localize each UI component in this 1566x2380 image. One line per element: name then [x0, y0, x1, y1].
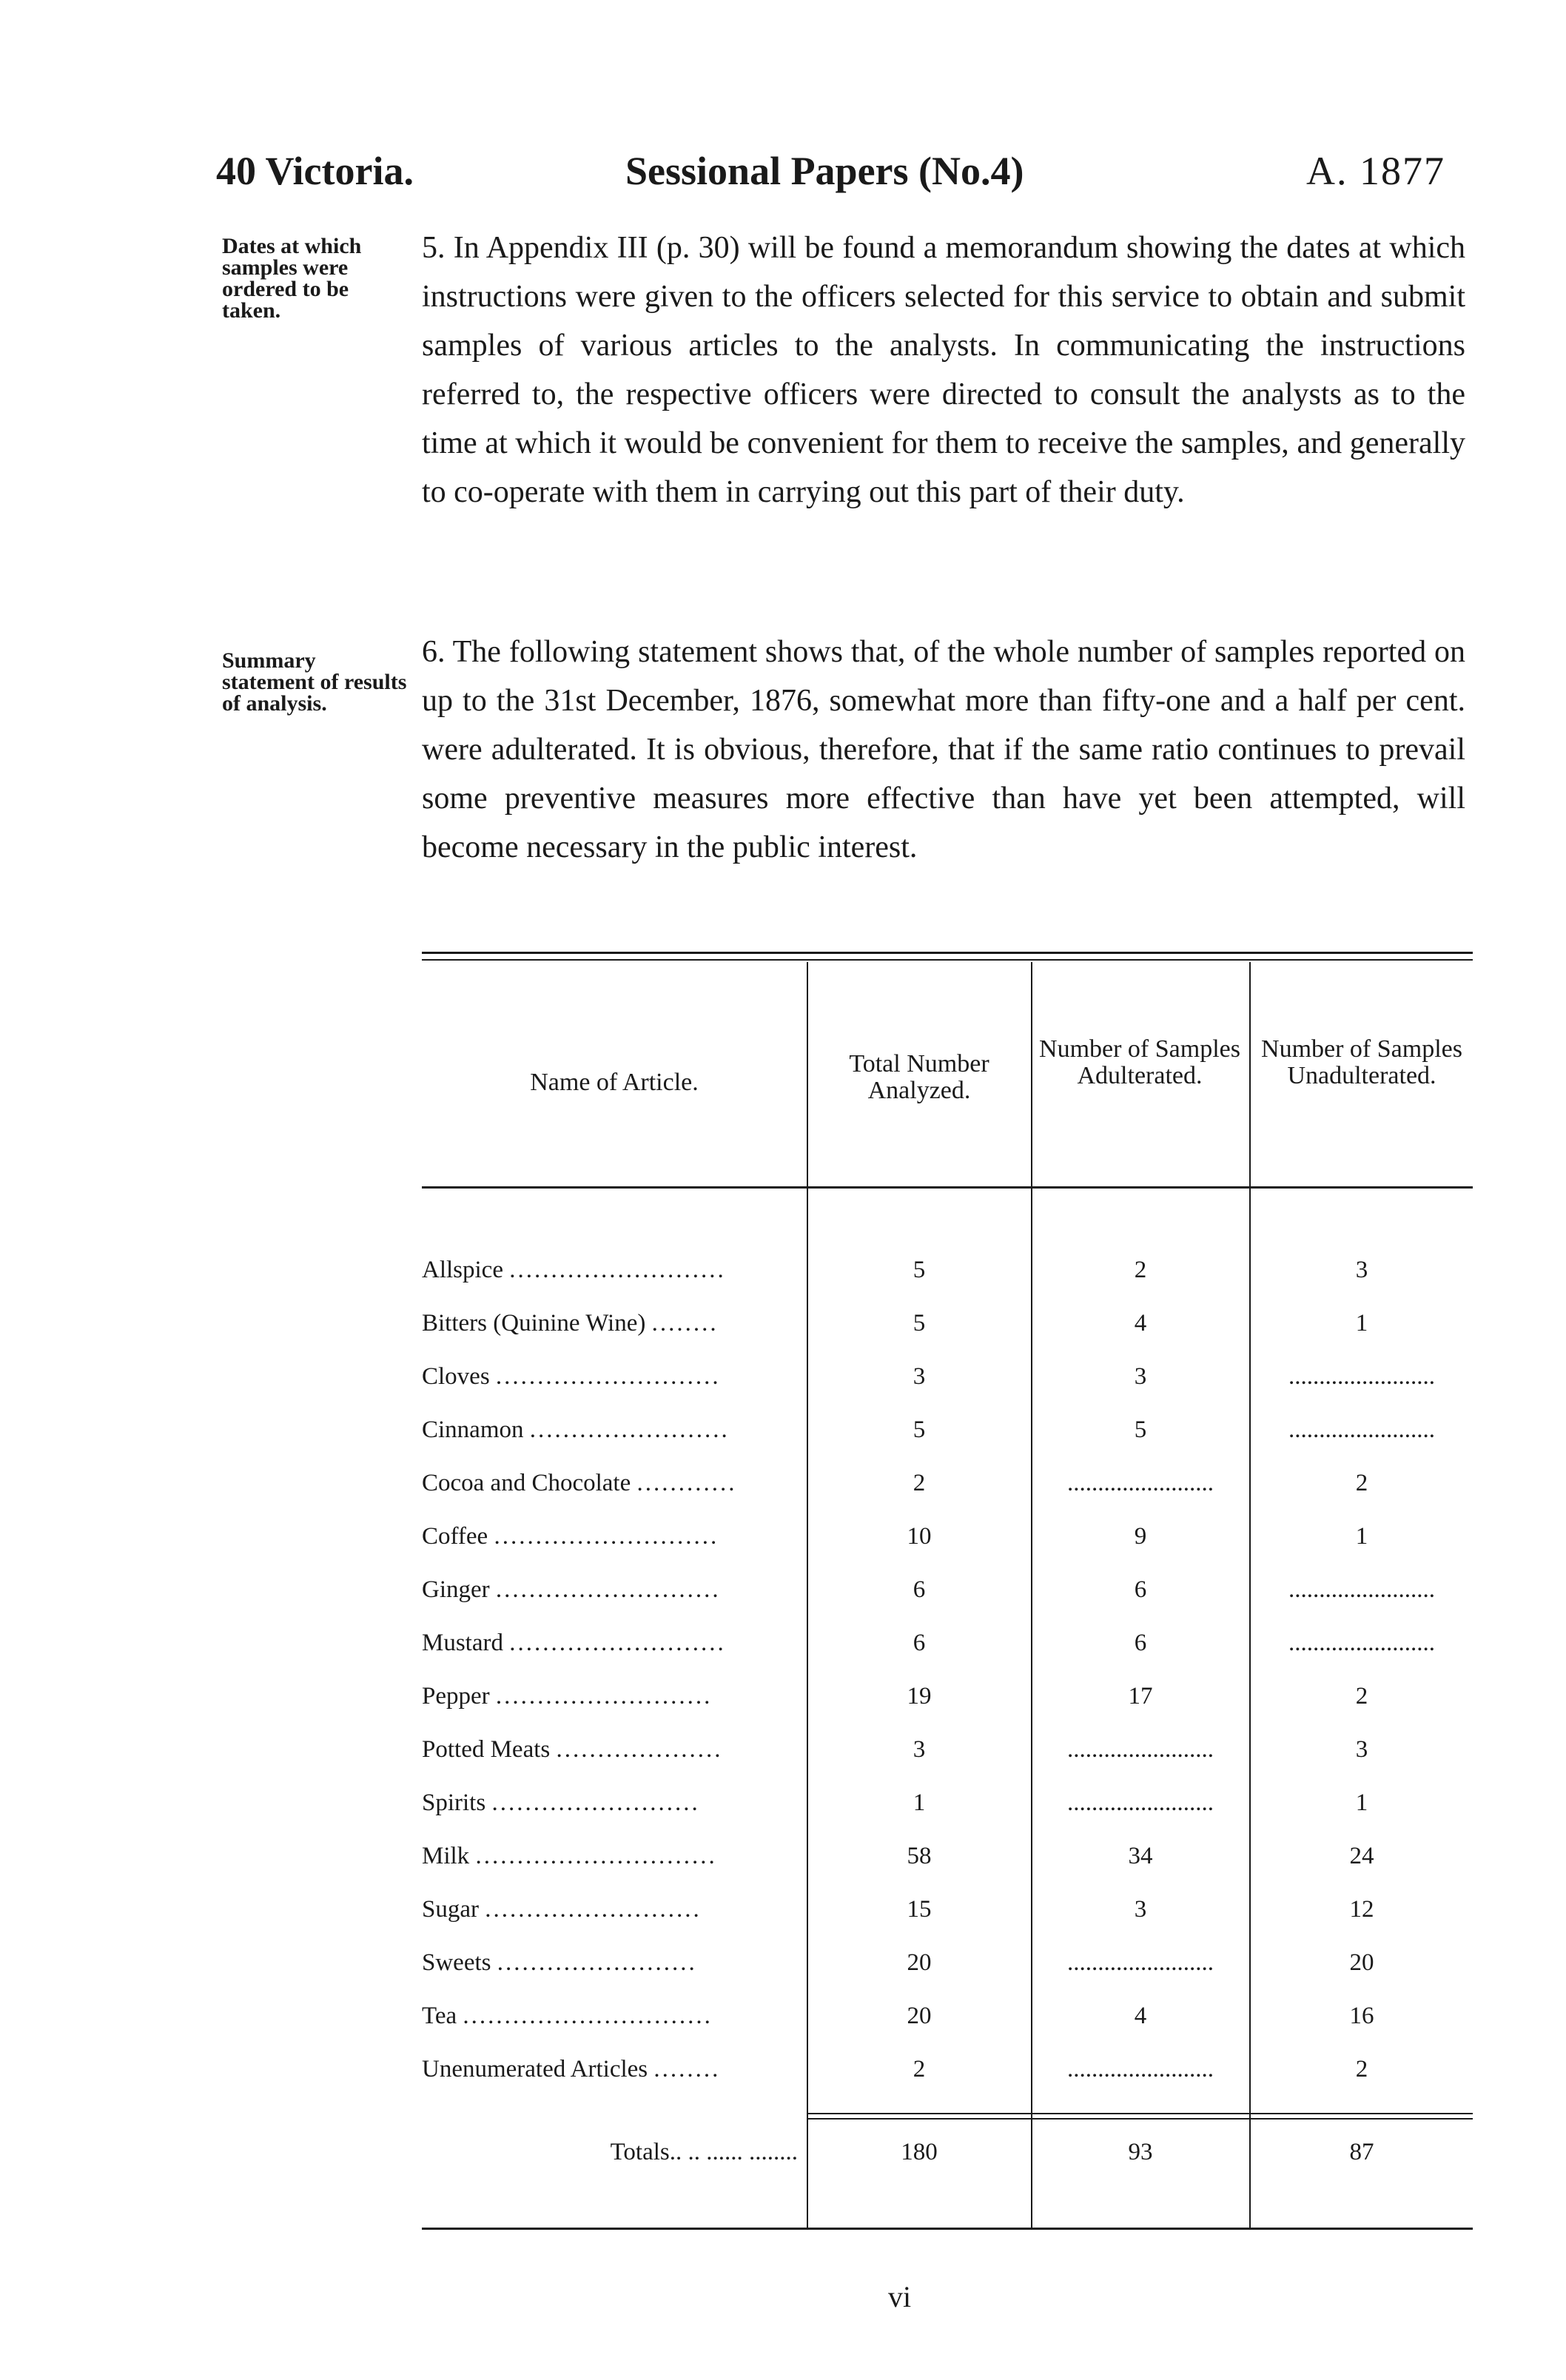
adulterated-cell: 4	[1134, 1310, 1147, 1337]
adulterated-cell: 5	[1134, 1416, 1147, 1443]
total-cell: 5	[913, 1416, 926, 1443]
article-name: Tea	[422, 2003, 457, 2029]
total-cell: 20	[907, 1949, 932, 1976]
running-head-right: A. 1877	[1306, 149, 1445, 193]
total-cell: 6	[913, 1630, 926, 1656]
leader-dots: ........	[651, 1310, 719, 1337]
sidenote-dates: Dates at which samples were ordered to be taken.	[222, 234, 362, 323]
table-bottom-rule	[422, 2228, 1473, 2230]
adulterated-cell: ........................	[1067, 1470, 1214, 1496]
adulterated-cell: 34	[1128, 1843, 1153, 1869]
table-row	[422, 1403, 1473, 1456]
row-name-cell	[422, 1936, 805, 1989]
total-cell: 10	[907, 1523, 932, 1550]
row-name-cell	[422, 1297, 805, 1350]
leader-dots: ...........................	[494, 1523, 719, 1550]
adulterated-cell: 17	[1128, 1683, 1153, 1710]
unadulterated-cell: 20	[1349, 1949, 1374, 1976]
leader-dots: ........................	[529, 1416, 730, 1443]
leader-dots: ...........................	[495, 1576, 721, 1603]
adulterated-cell: 3	[1134, 1363, 1147, 1390]
adulterated-cell: 6	[1134, 1630, 1147, 1656]
leader-dots: ..........................	[509, 1630, 726, 1656]
article-name: Sugar	[422, 1896, 479, 1923]
article-name: Ginger	[422, 1576, 490, 1603]
leader-dots: ........	[653, 2056, 721, 2082]
article-name: Bitters (Quinine Wine)	[422, 1310, 646, 1337]
adulterated-cell: 3	[1134, 1896, 1147, 1923]
leader-dots: .............................	[475, 1843, 717, 1869]
table-row	[422, 1883, 1473, 1936]
row-name-cell	[422, 1243, 805, 1297]
running-head-title: Sessional Papers (No.4)	[625, 149, 1024, 193]
total-cell: 1	[913, 1789, 926, 1816]
article-name: Allspice	[422, 1257, 503, 1283]
column-header-unadulterated: Number of Samples Unadulterated.	[1261, 1035, 1462, 1089]
table-row	[422, 1456, 1473, 1510]
article-name: Pepper	[422, 1683, 490, 1710]
row-name-cell	[422, 1883, 805, 1936]
row-name-cell	[422, 1670, 805, 1723]
table-row	[422, 1776, 1473, 1829]
row-name-cell	[422, 1350, 805, 1403]
adulterated-cell: 9	[1134, 1523, 1147, 1550]
table-row	[422, 1989, 1473, 2043]
adulterated-cell: ........................	[1067, 1949, 1214, 1976]
unadulterated-cell: 3	[1355, 1736, 1368, 1763]
row-name-cell	[422, 1723, 805, 1776]
total-cell: 6	[913, 1576, 926, 1603]
unadulterated-cell: ........................	[1288, 1416, 1435, 1443]
adulterated-cell: ........................	[1067, 1789, 1214, 1816]
table-row	[422, 1350, 1473, 1403]
unadulterated-cell: 1	[1355, 1310, 1368, 1337]
unadulterated-cell: 2	[1355, 2056, 1368, 2082]
leader-dots: ........................	[497, 1949, 697, 1976]
unadulterated-cell: 1	[1355, 1523, 1368, 1550]
totals-unadulterated: 87	[1349, 2139, 1374, 2165]
column-header-name: Name of Article.	[530, 1069, 699, 1096]
leader-dots: ..........................	[485, 1896, 702, 1923]
adulterated-cell: ........................	[1067, 2056, 1214, 2082]
table-row	[422, 2043, 1473, 2096]
sidenote-summary: Summary statement of results of analysis.	[222, 648, 407, 716]
total-cell: 58	[907, 1843, 932, 1869]
unadulterated-cell: 12	[1349, 1896, 1374, 1923]
leader-dots: ..........................	[509, 1257, 726, 1283]
total-cell: 5	[913, 1257, 926, 1283]
total-cell: 5	[913, 1310, 926, 1337]
totals-top-rule	[808, 2113, 1473, 2114]
unadulterated-cell: ........................	[1288, 1630, 1435, 1656]
leader-dots: ..............................	[463, 2003, 713, 2029]
total-cell: 20	[907, 2003, 932, 2029]
totals-row	[422, 2125, 1473, 2179]
unadulterated-cell: 2	[1355, 1470, 1368, 1496]
article-name: Unenumerated Articles	[422, 2056, 648, 2082]
row-name-cell	[422, 1989, 805, 2043]
adulterated-cell: 4	[1134, 2003, 1147, 2029]
unadulterated-cell: 3	[1355, 1257, 1368, 1283]
total-cell: 2	[913, 2056, 926, 2082]
leader-dots: ...........................	[495, 1363, 721, 1390]
page-number: vi	[888, 2280, 912, 2313]
table-row	[422, 1243, 1473, 1297]
article-name: Mustard	[422, 1630, 503, 1656]
table-row	[422, 1670, 1473, 1723]
row-name-cell	[422, 1776, 805, 1829]
unadulterated-cell: 16	[1349, 2003, 1374, 2029]
unadulterated-cell: 2	[1355, 1683, 1368, 1710]
table-row	[422, 1829, 1473, 1883]
total-cell: 19	[907, 1683, 932, 1710]
leader-dots: ....................	[556, 1736, 723, 1763]
running-head-left: 40 Victoria.	[216, 149, 414, 193]
article-name: Sweets	[422, 1949, 491, 1976]
unadulterated-cell: ........................	[1288, 1363, 1435, 1390]
row-name-cell	[422, 1829, 805, 1883]
totals-adulterated: 93	[1128, 2139, 1153, 2165]
row-name-cell	[422, 1456, 805, 1510]
adulterated-cell: 6	[1134, 1576, 1147, 1603]
table-row	[422, 1936, 1473, 1989]
article-name: Spirits	[422, 1789, 486, 1816]
total-cell: 15	[907, 1896, 932, 1923]
unadulterated-cell: 24	[1349, 1843, 1374, 1869]
article-name: Milk	[422, 1843, 470, 1869]
article-name: Cinnamon	[422, 1416, 524, 1443]
totals-total: 180	[901, 2139, 938, 2165]
table-top-rule-2	[422, 959, 1473, 961]
header-bottom-rule	[422, 1186, 1473, 1189]
column-header-adulterated: Number of Samples Adulterated.	[1039, 1035, 1240, 1089]
row-name-cell	[422, 1403, 805, 1456]
table-top-rule	[422, 952, 1473, 954]
article-name: Coffee	[422, 1523, 488, 1550]
table-row	[422, 1616, 1473, 1670]
table-row	[422, 1563, 1473, 1616]
paragraph-5: 5. In Appendix III (p. 30) will be found a memorandum showing the dates at which instructions were given to the officers selected for this service to obtain and submit samples of various articles to the analysts. In communicating the instructions referred to, the respective officers were directed to consult the analysts as to the time at which it would be convenient for them to receive the samples, and generally to co-operate with them in carrying out this part of their duty.	[422, 231, 1465, 509]
unadulterated-cell: ........................	[1288, 1576, 1435, 1603]
totals-top-rule-2	[808, 2118, 1473, 2120]
row-name-cell	[422, 2043, 805, 2096]
article-name: Cocoa and Chocolate	[422, 1470, 631, 1496]
total-cell: 3	[913, 1363, 926, 1390]
article-name: Cloves	[422, 1363, 490, 1390]
adulterated-cell: 2	[1134, 1257, 1147, 1283]
unadulterated-cell: 1	[1355, 1789, 1368, 1816]
row-name-cell	[422, 1510, 805, 1563]
paragraph-6: 6. The following statement shows that, of the whole number of samples reported on up to the 31st December, 1876, somewhat more than fifty-one and a half per cent. were adulterated. It is obvious, therefore, that if the same ratio continues to prevail some preventive measures more effective than have yet been attempted, will become necessary in the public interest.	[422, 635, 1465, 864]
leader-dots: ............	[636, 1470, 737, 1496]
totals-label: Totals.. .. ...... ........	[610, 2139, 798, 2165]
leader-dots: ..........................	[495, 1683, 713, 1710]
total-cell: 2	[913, 1470, 926, 1496]
total-cell: 3	[913, 1736, 926, 1763]
table-row	[422, 1723, 1473, 1776]
leader-dots: .........................	[491, 1789, 700, 1816]
column-header-total: Total Number Analyzed.	[849, 1050, 989, 1104]
article-name: Potted Meats	[422, 1736, 551, 1763]
table-row	[422, 1297, 1473, 1350]
row-name-cell	[422, 1563, 805, 1616]
row-name-cell	[422, 1616, 805, 1670]
adulterated-cell: ........................	[1067, 1736, 1214, 1763]
table-row	[422, 1510, 1473, 1563]
